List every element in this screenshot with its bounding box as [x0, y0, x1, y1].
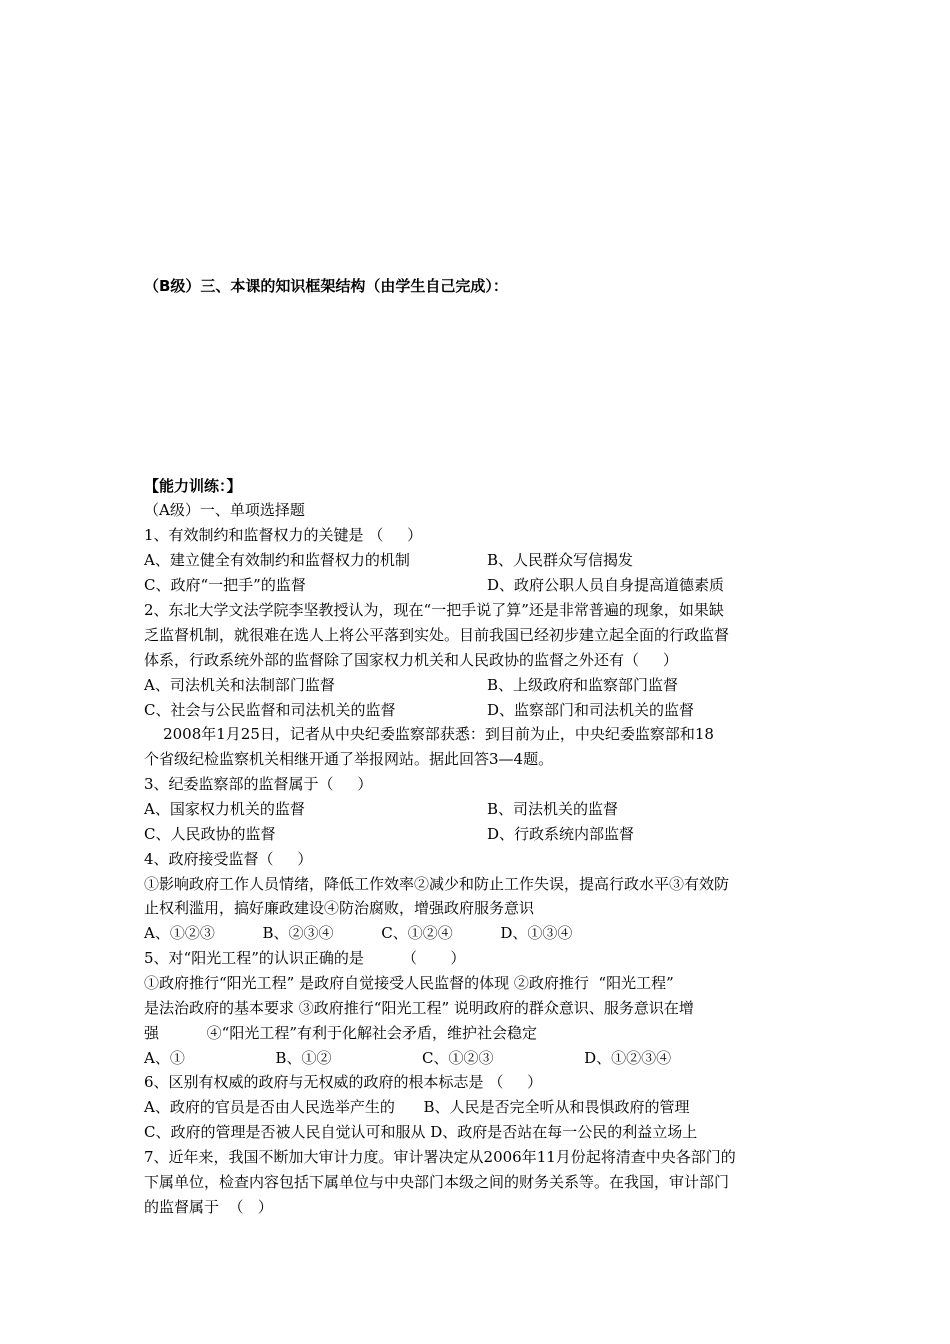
q6-options-line: A、政府的官员是否由人民选举产生的 B、人民是否完全听从和畏惧政府的管理 — [144, 1098, 690, 1116]
q7-stem-line: 的监督属于 （ ） — [144, 1198, 273, 1216]
q2-stem-line: 2、东北大学文法学院李坚教授认为，现在“一把手说了算”还是非常普遍的现象，如果缺 — [144, 601, 724, 619]
section-b-heading: （B级）三、本课的知识框架结构（由学生自己完成）： — [144, 277, 508, 295]
training-heading: 【能力训练：】 — [144, 477, 242, 495]
q2-stem-line: 体系，行政系统外部的监督除了国家权力机关和人民政协的监督之外还有（ ） — [144, 651, 678, 669]
q4-body-line: 止权利滥用，搞好廉政建设④防治腐败，增强政府服务意识 — [144, 899, 535, 917]
q5-options: A、① B、①② C、①②③ D、①②③④ — [144, 1049, 672, 1067]
q3-option-a: A、国家权力机关的监督 — [144, 800, 305, 818]
q7-stem-line: 7、近年来，我国不断加大审计力度。审计署决定从2006年11月份起将清查中央各部门的 — [144, 1148, 736, 1166]
q2-option-a: A、司法机关和法制部门监督 — [144, 676, 335, 694]
q3-stem: 3、纪委监察部的监督属于（ ） — [144, 775, 373, 793]
material-line: 个省级纪检监察机关相继开通了举报网站。据此回答3—4题。 — [144, 750, 554, 768]
q7-stem-line: 下属单位，检查内容包括下属单位与中央部门本级之间的财务关系等。在我国，审计部门 — [144, 1173, 730, 1191]
q1-option-d: D、政府公职人员自身提高道德素质 — [487, 576, 725, 594]
q4-stem: 4、政府接受监督（ ） — [144, 850, 313, 868]
q6-stem: 6、区别有权威的政府与无权威的政府的根本标志是 （ ） — [144, 1073, 543, 1091]
q3-option-d: D、行政系统内部监督 — [487, 825, 635, 843]
q5-body-line: 是法治政府的基本要求 ③政府推行“阳光工程” 说明政府的群众意识、服务意识在增 — [144, 999, 694, 1017]
q4-options: A、①②③ B、②③④ C、①②④ D、①③④ — [144, 924, 573, 942]
q2-option-b: B、上级政府和监察部门监督 — [487, 676, 679, 694]
q2-option-c: C、社会与公民监督和司法机关的监督 — [144, 701, 396, 719]
q1-option-a: A、建立健全有效制约和监督权力的机制 — [144, 551, 410, 569]
material-line: 2008年1月25日，记者从中央纪委监察部获悉：到目前为止，中央纪委监察部和18 — [144, 725, 714, 743]
section-a-heading: （A级）一、单项选择题 — [144, 501, 305, 519]
q2-stem-line: 乏监督机制，就很难在选人上将公平落到实处。目前我国已经初步建立起全面的行政监督 — [144, 626, 730, 644]
q5-body-line: 强 ④“阳光工程”有利于化解社会矛盾，维护社会稳定 — [144, 1024, 538, 1042]
q4-body-line: ①影响政府工作人员情绪，降低工作效率②减少和防止工作失误，提高行政水平③有效防 — [144, 875, 730, 893]
q1-stem: 1、有效制约和监督权力的关键是 （ ） — [144, 526, 423, 544]
q1-option-b: B、人民群众写信揭发 — [487, 551, 634, 569]
q5-body-line: ①政府推行“阳光工程” 是政府自觉接受人民监督的体现 ②政府推行 “阳光工程” — [144, 974, 674, 992]
q5-stem: 5、对“阳光工程”的认识正确的是 （ ） — [144, 949, 466, 967]
q3-option-b: B、司法机关的监督 — [487, 800, 619, 818]
q6-options-line: C、政府的管理是否被人民自觉认可和服从 D、政府是否站在每一公民的利益立场上 — [144, 1123, 698, 1141]
q1-option-c: C、政府“一把手”的监督 — [144, 576, 306, 594]
q2-option-d: D、监察部门和司法机关的监督 — [487, 701, 695, 719]
q3-option-c: C、人民政协的监督 — [144, 825, 276, 843]
